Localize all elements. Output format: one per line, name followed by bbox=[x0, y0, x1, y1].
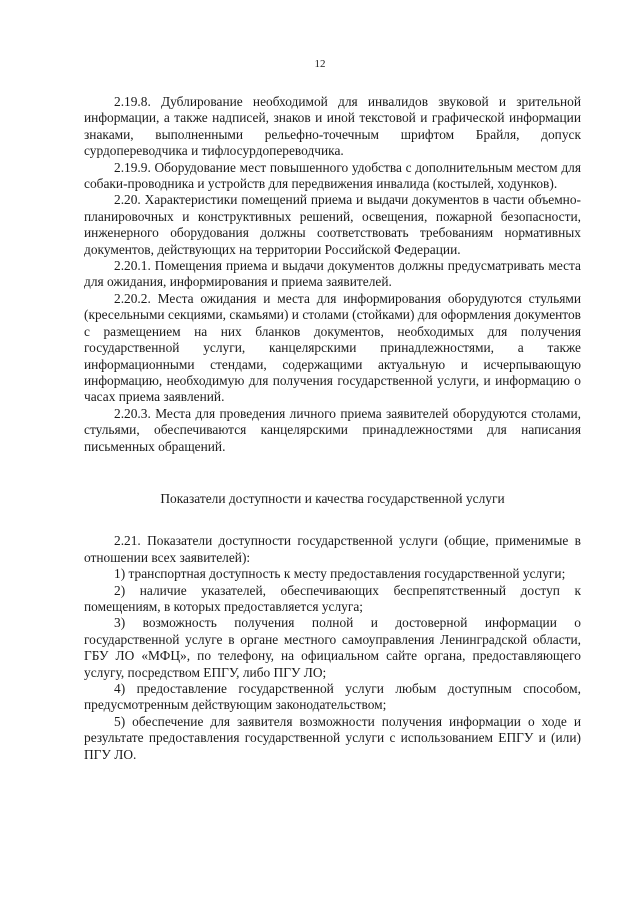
section-title: Показатели доступности и качества государственной услуги bbox=[160, 490, 505, 506]
paragraph-2-20: 2.20. Характеристики помещений приема и выдачи документов в части объемно-планировочных и конструктивных решений, освещения, пожарной безопасности, инженерного оборудования должны соответствовать требованиям нормативных документов, действующих на территории Российской Федерации. bbox=[84, 192, 581, 257]
paragraph-2-19-8: 2.19.8. Дублирование необходимой для инвалидов звуковой и зрительной информации, а также надписей, знаков и иной текстовой и графической информации знаками, выполненными рельефно-точечным шрифтом Брайля, допуск сурдопереводчика и тифлосурдопереводчика. bbox=[84, 94, 581, 159]
paragraph-2-19-9: 2.19.9. Оборудование мест повышенного удобства с дополнительным местом для собаки-проводника и устройств для передвижения инвалида (костылей, ходунков). bbox=[84, 159, 581, 192]
list-item-1: 1) транспортная доступность к месту предоставления государственной услуги; bbox=[114, 566, 566, 582]
list-item-5: 5) обеспечение для заявителя возможности получения информации о ходе и результате предоставления государственной услуги с использованием ЕПГУ и (или) ПГУ ЛО. bbox=[84, 713, 581, 762]
paragraph-2-20-3: 2.20.3. Места для проведения личного приема заявителей оборудуются столами, стульями, обеспечиваются канцелярскими принадлежностями для написания письменных обращений. bbox=[84, 405, 581, 454]
list-item-3: 3) возможность получения полной и достоверной информации о государственной услуге в органе местного самоуправления Ленинградской области, ГБУ ЛО «МФЦ», по телефону, на официальном сайте органа, предоставляющего услугу, посредством ЕПГУ, либо ПГУ ЛО; bbox=[84, 615, 581, 680]
document-body bbox=[84, 94, 581, 763]
paragraph-2-20-1: 2.20.1. Помещения приема и выдачи документов должны предусматривать места для ожидания, информирования и приема заявителей. bbox=[84, 258, 581, 290]
paragraph-2-20-2: 2.20.2. Места ожидания и места для информирования оборудуются стульями (кресельными секциями, скамьями) и столами (стойками) для оформления документов с размещением на них бланков документов, необходимых для получения государственной услуги, канцелярскими принадлежностями, а также информационными стендами, содержащими актуальную и исчерпывающую информацию, необходимую для получения государственной услуги, и информацию о часах приема заявлений. bbox=[84, 290, 581, 405]
list-item-4: 4) предоставление государственной услуги любым доступным способом, предусмотренным действующим законодательством; bbox=[84, 681, 581, 713]
page-number: 12 bbox=[314, 58, 326, 70]
list-item-2: 2) наличие указателей, обеспечивающих беспрепятственный доступ к помещениям, в которых предоставляется услуга; bbox=[84, 582, 581, 614]
paragraph-2-21: 2.21. Показатели доступности государственной услуги (общие, применимые в отношении всех заявителей): bbox=[84, 533, 581, 565]
